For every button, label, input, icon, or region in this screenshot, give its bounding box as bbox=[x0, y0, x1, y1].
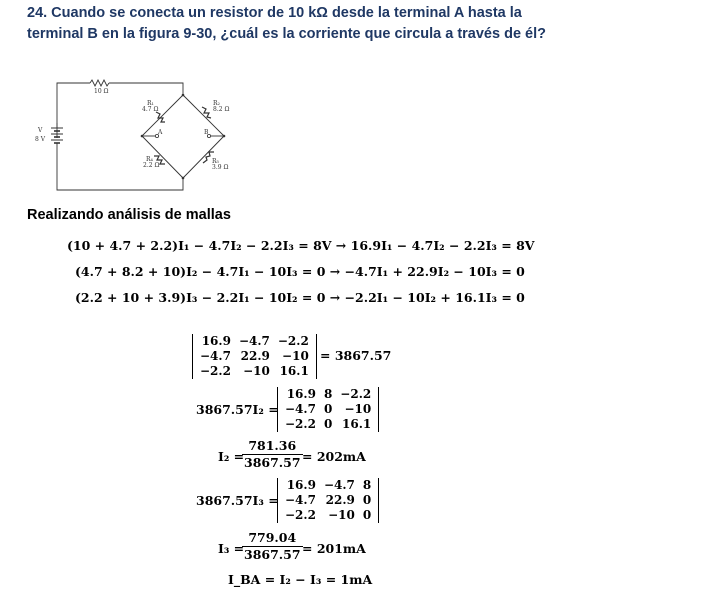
svg-text:V: V bbox=[38, 127, 43, 134]
question-text: 24. Cuando se conecta un resistor de 10 kΩ desde la terminal A hasta la terminal B en la figura 9-30, ¿cuál es la corriente que circula a través de él? bbox=[27, 5, 546, 42]
node-a-label: A bbox=[158, 129, 163, 136]
determinant-i3: 16.9 −4.7 8 −4.7 22.9 0 −2.2 −10 0 bbox=[277, 478, 379, 523]
i2-lhs: I₂ = bbox=[218, 449, 245, 464]
iba-result: I_BA = I₂ − I₃ = 1mA bbox=[228, 572, 373, 587]
circuit-diagram bbox=[30, 70, 230, 195]
svg-text:8.2 Ω: 8.2 Ω bbox=[213, 106, 230, 113]
i2-result: = 202mA bbox=[302, 449, 366, 464]
i3-fraction: $\frac{779.04}{3867.57}$ bbox=[244, 530, 301, 562]
svg-text:8 V: 8 V bbox=[35, 136, 46, 143]
det-i3-lhs: 3867.57I₃ = bbox=[196, 493, 279, 508]
svg-text:3.9 Ω: 3.9 Ω bbox=[212, 164, 229, 171]
equation-1: (10 + 4.7 + 2.2)I₁ − 4.7I₂ − 2.2I₃ = 8V → 16.9I₁ − 4.7I₂ − 2.2I₃ = 8V bbox=[67, 238, 535, 253]
svg-text:R₄: R₄ bbox=[146, 156, 153, 163]
svg-text:R₅: R₅ bbox=[212, 158, 219, 165]
i2-fraction: $\frac{781.36}{3867.57}$ bbox=[244, 438, 301, 470]
i3-result: = 201mA bbox=[302, 541, 366, 556]
determinant-main: 16.9 −4.7 −2.2 −4.7 22.9 −10 −2.2 −10 16.1 bbox=[192, 334, 317, 379]
svg-text:R₂: R₂ bbox=[213, 100, 220, 107]
node-b-label: B bbox=[204, 129, 209, 136]
label-top-resistor: 10 Ω bbox=[94, 88, 109, 95]
determinant-result: = 3867.57 bbox=[320, 348, 392, 363]
svg-text:2.2 Ω: 2.2 Ω bbox=[143, 162, 160, 169]
equation-3: (2.2 + 10 + 3.9)I₃ − 2.2I₁ − 10I₂ = 0 → −2.2I₁ − 10I₂ + 16.1I₃ = 0 bbox=[75, 290, 525, 305]
i3-lhs: I₃ = bbox=[218, 541, 245, 556]
svg-text:R₁: R₁ bbox=[147, 100, 154, 107]
resistor-r2 bbox=[202, 107, 211, 118]
det-i2-lhs: 3867.57I₂ = bbox=[196, 402, 279, 417]
determinant-i2: 16.9 8 −2.2 −4.7 0 −10 −2.2 0 16.1 bbox=[277, 387, 379, 432]
section-title: Realizando análisis de mallas bbox=[27, 207, 231, 223]
equation-2: (4.7 + 8.2 + 10)I₂ − 4.7I₁ − 10I₃ = 0 → −4.7I₁ + 22.9I₂ − 10I₃ = 0 bbox=[75, 264, 525, 279]
svg-text:4.7 Ω: 4.7 Ω bbox=[142, 106, 159, 113]
